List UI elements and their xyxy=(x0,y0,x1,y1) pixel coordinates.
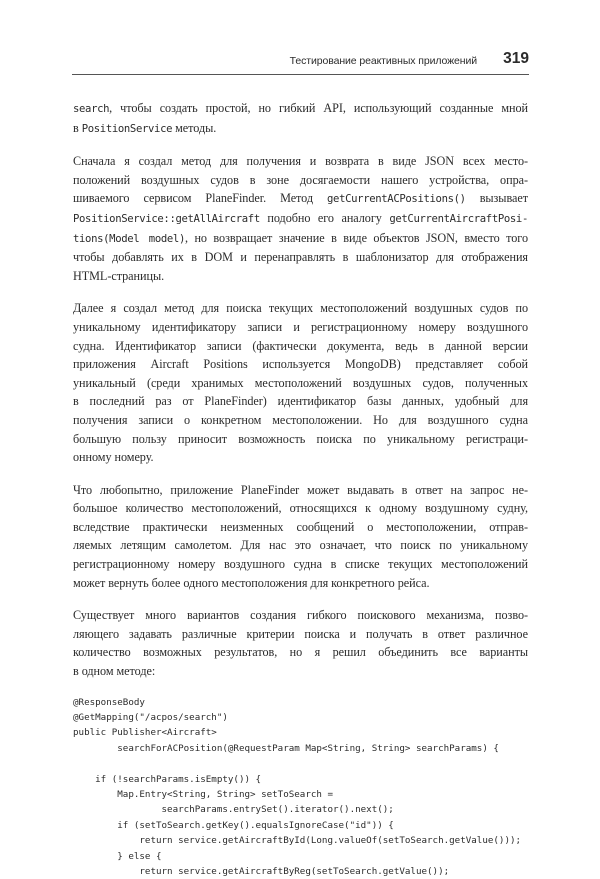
text-line xyxy=(73,119,528,139)
text-run: Существует много вариантов создания гибкого поискового механизма, позво- xyxy=(73,608,528,623)
text-line xyxy=(73,152,528,171)
inline-code: PositionService::getAllAircraft xyxy=(73,212,260,225)
text-run: в одном методе: xyxy=(73,664,156,679)
text-line xyxy=(73,318,528,337)
text-run: методы. xyxy=(172,120,217,135)
text-run: получения записи о конкретном местоположении. Но для воздушного судна xyxy=(73,412,528,427)
text-run: приложения Aircraft Positions используется MongoDB) представляет собой xyxy=(73,357,528,372)
inline-code: getCurrentAircraftPosi- xyxy=(389,212,528,225)
text-line xyxy=(73,171,528,190)
chapter-title: Тестирование реактивных приложений xyxy=(289,55,477,67)
text-line xyxy=(73,536,528,555)
code-line: searchForACPosition(@RequestParam Map<String, String> searchParams) { xyxy=(73,742,499,754)
text-line xyxy=(73,267,528,286)
text-run: уникальный (среди хранимых местоположений воздушных судов, полученных xyxy=(73,375,528,390)
text-line xyxy=(73,392,528,411)
code-line: searchParams.entrySet().iterator().next(); xyxy=(73,804,394,816)
code-line: if (!searchParams.isEmpty()) { xyxy=(73,773,262,785)
text-run: количество возможных результатов, но я решил объединить все варианты xyxy=(73,645,528,660)
text-line xyxy=(73,499,528,518)
text-line xyxy=(73,209,528,229)
text-run: положений воздушных судов в зоне досягаемости нашего устройства, опра- xyxy=(73,172,528,187)
text-line xyxy=(73,606,528,625)
paragraph xyxy=(73,299,528,466)
inline-code: search xyxy=(73,103,110,115)
inline-code: tions(Model model) xyxy=(73,232,185,245)
text-run: вследствие практически неизменных сообщений о местоположении, отправ- xyxy=(73,519,528,534)
code-line: return service.getAircraftByReg(setToSearch.getValue()); xyxy=(73,865,450,877)
text-run: , чтобы создать простой, но гибкий API, использующий созданные мной xyxy=(109,101,528,115)
text-line xyxy=(73,189,528,209)
text-run: чтобы добавлять их в DOM и перенаправлять в шаблонизатор для отображения xyxy=(73,250,528,265)
text-run: вызывает xyxy=(465,191,528,206)
text-line xyxy=(73,448,528,467)
code-line: public Publisher<Aircraft> xyxy=(73,727,217,739)
page-number: 319 xyxy=(503,50,529,67)
text-line xyxy=(73,374,528,393)
text-line xyxy=(73,99,528,119)
code-line: } else { xyxy=(73,850,162,862)
text-run: в последний раз от PlaneFinder) идентификатор базы данных, удобный для xyxy=(73,394,528,409)
text-run: HTML-страницы. xyxy=(73,268,165,283)
paragraph xyxy=(73,481,528,593)
text-run: Сначала я создал метод для получения и возврата в виде JSON всех место- xyxy=(73,154,528,169)
text-line xyxy=(73,643,528,662)
text-run: Что любопытно, приложение PlaneFinder может выдавать в ответ на запрос не- xyxy=(73,482,528,497)
text-line xyxy=(73,411,528,430)
paragraph xyxy=(73,152,528,285)
text-line xyxy=(73,662,528,681)
text-run: может вернуть более одного местоположения для конкретного рейса. xyxy=(73,575,430,590)
code-line: @ResponseBody xyxy=(73,696,145,708)
inline-code: PositionService xyxy=(81,122,173,135)
text-run: большую пользу приносит возможность поиска по уникальному регистраци- xyxy=(73,431,528,446)
text-run: подобно его аналогу xyxy=(259,210,390,225)
text-line xyxy=(73,430,528,449)
text-run: , но возвращает значение в виде объектов JSON, вместо того xyxy=(184,230,528,245)
code-line: @GetMapping("/acpos/search") xyxy=(73,712,228,724)
text-line xyxy=(73,337,528,356)
text-line xyxy=(73,229,528,249)
code-line xyxy=(73,756,528,771)
text-line xyxy=(73,555,528,574)
paragraph xyxy=(73,99,528,138)
text-line xyxy=(73,248,528,267)
code-line: return service.getAircraftById(Long.valueOf(setToSearch.getValue())); xyxy=(73,835,522,847)
text-run: шиваемого сервисом PlaneFinder. Метод xyxy=(73,191,328,206)
body-text xyxy=(73,99,528,681)
text-run: ляемых летящим самолетом. Для нас это означает, что поиск по уникальному xyxy=(73,538,528,553)
paragraph xyxy=(73,606,528,680)
code-line: Map.Entry<String, String> setToSearch = xyxy=(73,788,333,800)
text-run: большое количество местоположений, относящихся к одному воздушному судну, xyxy=(73,501,528,516)
text-line xyxy=(73,299,528,318)
text-run: уникальному идентификатору записи и регистрационному номеру воздушного xyxy=(73,319,528,334)
text-line xyxy=(73,355,528,374)
code-listing xyxy=(73,695,528,879)
text-line xyxy=(73,625,528,644)
running-header xyxy=(72,46,529,75)
text-line xyxy=(73,574,528,593)
text-run: регистрационному номеру воздушного судна в списке текущих местоположений xyxy=(73,557,528,572)
text-line xyxy=(73,518,528,537)
inline-code: getCurrentACPositions() xyxy=(327,193,466,206)
text-run: ляющего задавать различные критерии поиска и получать в ответ различное xyxy=(73,626,528,641)
text-run: Далее я создал метод для поиска текущих местоположений воздушных судов по xyxy=(73,301,528,316)
text-line xyxy=(73,481,528,500)
text-run: в xyxy=(73,120,82,135)
text-run: судна. Идентификатор записи (фактически документа, ведь в данной версии xyxy=(73,338,528,353)
code-line: if (setToSearch.getKey().equalsIgnoreCase("id")) { xyxy=(73,819,394,831)
page-body xyxy=(73,99,528,879)
text-run: онному номеру. xyxy=(73,450,154,465)
